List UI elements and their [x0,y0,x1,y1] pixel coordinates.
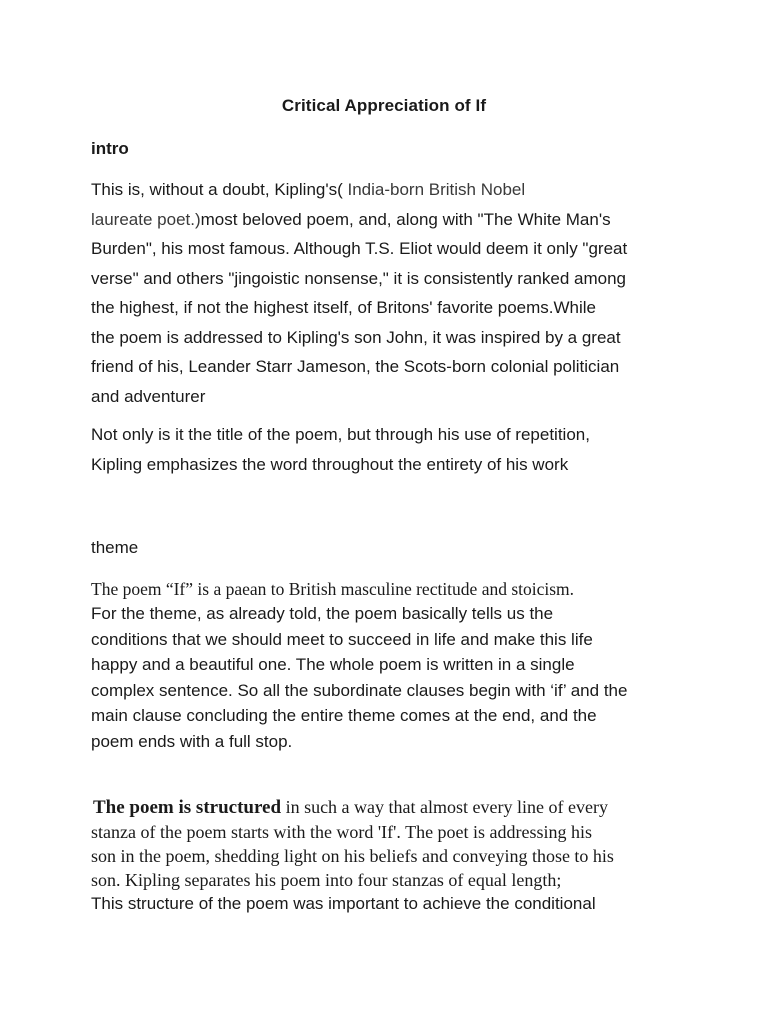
theme-line: poem ends with a full stop. [91,731,293,751]
intro-p2-line: Not only is it the title of the poem, but through his use of repetition, [91,425,590,444]
theme-line: main clause concluding the entire theme comes at the end, and the [91,706,597,725]
theme-line: For the theme, as already told, the poem basically tells us the [91,604,554,623]
theme-heading: theme [91,538,139,557]
intro-p1-line: verse" and others "jingoistic nonsense," it is consistently ranked among [91,268,626,288]
theme-paragraph [91,601,691,754]
intro-p2-line: Kipling emphasizes the word throughout the entirety of his work [91,454,569,474]
intro-paragraph-2 [91,420,691,479]
structure-lead-bold: The poem is structured [93,797,282,818]
intro-paragraph-1 [91,175,691,411]
theme-line: happy and a beautiful one. The whole poem is written in a single [91,655,575,674]
intro-p1-line: Burden", his most famous. Although T.S. Eliot would deem it only "great [91,239,628,258]
structure-paragraph [93,795,713,916]
intro-p1-line: friend of his, Leander Starr Jameson, the Scots-born colonial politician [91,357,620,376]
intro-p1-line-2: laureate poet.)most beloved poem, and, along with "The White Man's [91,209,611,229]
theme-lead-sentence: The poem “If” is a paean to British masculine rectitude and stoicism. [91,579,575,599]
intro-heading: intro [91,139,129,158]
theme-line: conditions that we should meet to succeed in life and make this life [91,629,593,649]
intro-p1-line: the poem is addressed to Kipling's son John, it was inspired by a great [91,327,621,347]
structure-line: son in the poem, shedding light on his beliefs and conveying those to his [91,846,614,866]
structure-tail-line: This structure of the poem was important to achieve the conditional [91,894,596,913]
intro-p1-line: the highest, if not the highest itself, of Britons' favorite poems.While [91,298,597,317]
theme-line: complex sentence. So all the subordinate clauses begin with ‘if’ and the [91,680,628,700]
intro-p1-line-1: This is, without a doubt, Kipling's( India-born British Nobel [91,180,526,199]
structure-line-1: The poem is structured in such a way that almost every line of every [93,797,608,818]
structure-line: stanza of the poem starts with the word 'If'. The poet is addressing his [91,822,593,842]
intro-p1-line: and adventurer [91,386,206,406]
structure-line: son. Kipling separates his poem into four stanzas of equal length; [91,870,562,890]
document-title: Critical Appreciation of If [281,96,487,115]
